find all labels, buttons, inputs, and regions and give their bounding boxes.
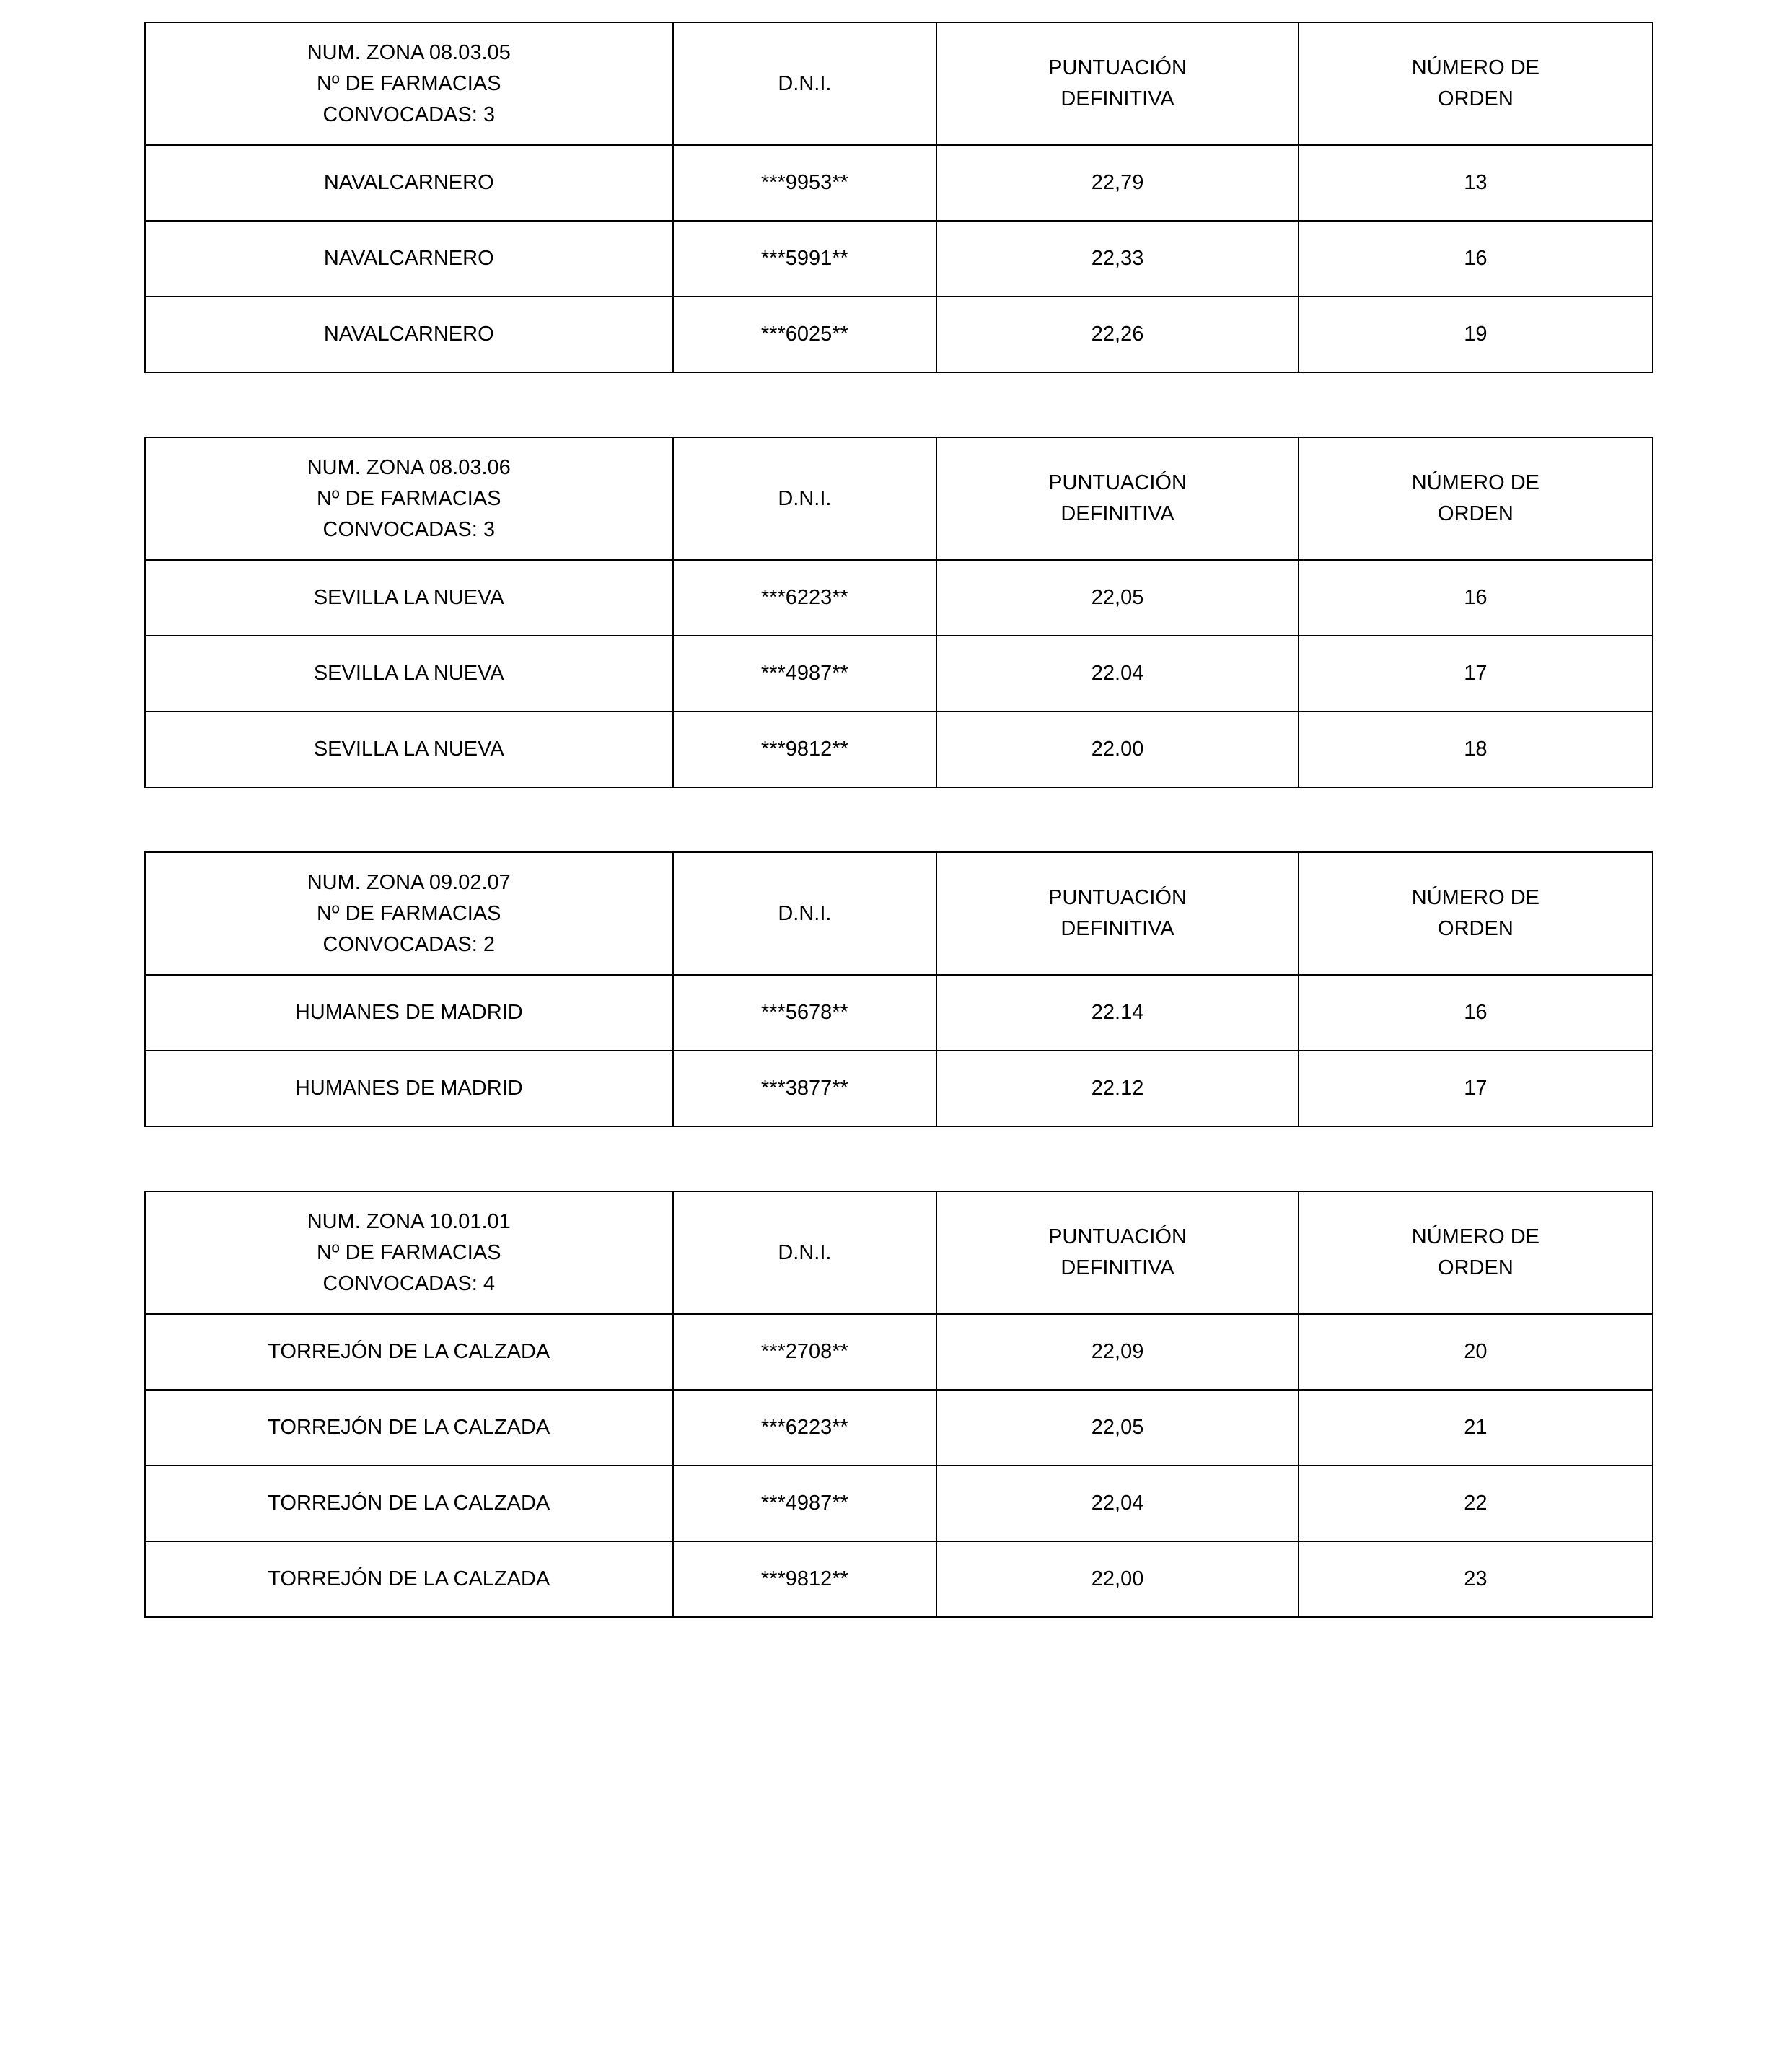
table-row: [145, 975, 1653, 1051]
score-header-cell: [936, 437, 1299, 560]
table-row: [145, 297, 1653, 372]
score-header-line1: PUNTUACIÓN: [1048, 886, 1187, 909]
order-cell: 20: [1299, 1314, 1653, 1390]
table-row: [145, 560, 1653, 636]
order-cell: 23: [1299, 1541, 1653, 1617]
table-row: [145, 1390, 1653, 1466]
score-cell: 22,26: [936, 297, 1299, 372]
zone-table-09-02-07: [144, 851, 1653, 1127]
municipality-cell: SEVILLA LA NUEVA: [145, 711, 673, 787]
score-cell: 22,33: [936, 221, 1299, 297]
municipality-cell: NAVALCARNERO: [145, 221, 673, 297]
zone-header-cell: [145, 852, 673, 975]
score-cell: 22,79: [936, 145, 1299, 221]
score-header-line2: DEFINITIVA: [1060, 87, 1174, 110]
municipality-cell: SEVILLA LA NUEVA: [145, 636, 673, 711]
municipality-cell: HUMANES DE MADRID: [145, 975, 673, 1051]
score-cell: 22,09: [936, 1314, 1299, 1390]
score-cell: 22,05: [936, 560, 1299, 636]
score-cell: 22.04: [936, 636, 1299, 711]
order-header-line2: ORDEN: [1438, 1256, 1514, 1279]
zone-number-line: NUM. ZONA 08.03.06: [307, 455, 511, 479]
score-cell: 22.12: [936, 1051, 1299, 1126]
score-header-line1: PUNTUACIÓN: [1048, 56, 1187, 79]
zone-number-line: NUM. ZONA 08.03.05: [307, 40, 511, 64]
score-cell: 22.14: [936, 975, 1299, 1051]
zone-table-10-01-01: [144, 1191, 1653, 1618]
order-cell: 13: [1299, 145, 1653, 221]
pharmacies-label-line: Nº DE FARMACIAS: [316, 901, 501, 925]
dni-header-cell: D.N.I.: [673, 437, 937, 560]
table-row: [145, 145, 1653, 221]
dni-cell: ***3877**: [673, 1051, 937, 1126]
score-cell: 22,00: [936, 1541, 1299, 1617]
municipality-cell: NAVALCARNERO: [145, 145, 673, 221]
municipality-cell: SEVILLA LA NUEVA: [145, 560, 673, 636]
pharmacies-label-line: Nº DE FARMACIAS: [316, 71, 501, 95]
table-row: [145, 1466, 1653, 1541]
dni-cell: ***5678**: [673, 975, 937, 1051]
score-header-line1: PUNTUACIÓN: [1048, 471, 1187, 494]
order-header-cell: [1299, 437, 1653, 560]
order-header-cell: [1299, 22, 1653, 145]
zone-number-line: NUM. ZONA 09.02.07: [307, 870, 511, 894]
table-row: [145, 636, 1653, 711]
dni-header-cell: D.N.I.: [673, 1191, 937, 1314]
order-cell: 18: [1299, 711, 1653, 787]
table-row: [145, 1541, 1653, 1617]
zone-table-08-03-06: [144, 437, 1653, 788]
order-header-line2: ORDEN: [1438, 917, 1514, 940]
table-row: [145, 1051, 1653, 1126]
dni-cell: ***9812**: [673, 711, 937, 787]
pharmacies-label-line: Nº DE FARMACIAS: [316, 1240, 501, 1264]
table-row: [145, 1314, 1653, 1390]
table-header-row: [145, 22, 1653, 145]
order-cell: 19: [1299, 297, 1653, 372]
zone-number-line: NUM. ZONA 10.01.01: [307, 1209, 511, 1233]
table-row: [145, 711, 1653, 787]
score-header-cell: [936, 852, 1299, 975]
municipality-cell: TORREJÓN DE LA CALZADA: [145, 1466, 673, 1541]
score-header-line2: DEFINITIVA: [1060, 917, 1174, 940]
dni-cell: ***2708**: [673, 1314, 937, 1390]
dni-header-cell: D.N.I.: [673, 852, 937, 975]
convoked-count-line: CONVOCADAS: 3: [322, 102, 495, 126]
score-header-cell: [936, 22, 1299, 145]
score-header-line1: PUNTUACIÓN: [1048, 1225, 1187, 1248]
order-header-line1: NÚMERO DE: [1411, 886, 1540, 909]
order-header-line2: ORDEN: [1438, 87, 1514, 110]
municipality-cell: HUMANES DE MADRID: [145, 1051, 673, 1126]
order-header-line1: NÚMERO DE: [1411, 56, 1540, 79]
municipality-cell: TORREJÓN DE LA CALZADA: [145, 1390, 673, 1466]
score-cell: 22,04: [936, 1466, 1299, 1541]
dni-cell: ***5991**: [673, 221, 937, 297]
convoked-count-line: CONVOCADAS: 3: [322, 517, 495, 541]
municipality-cell: TORREJÓN DE LA CALZADA: [145, 1314, 673, 1390]
order-header-cell: [1299, 852, 1653, 975]
dni-cell: ***9953**: [673, 145, 937, 221]
score-header-cell: [936, 1191, 1299, 1314]
dni-cell: ***6223**: [673, 560, 937, 636]
dni-cell: ***4987**: [673, 1466, 937, 1541]
zone-header-cell: [145, 22, 673, 145]
order-cell: 17: [1299, 636, 1653, 711]
table-row: [145, 221, 1653, 297]
convoked-count-line: CONVOCADAS: 4: [322, 1271, 495, 1295]
order-header-line2: ORDEN: [1438, 502, 1514, 525]
score-cell: 22.00: [936, 711, 1299, 787]
dni-cell: ***6223**: [673, 1390, 937, 1466]
table-header-row: [145, 1191, 1653, 1314]
order-cell: 17: [1299, 1051, 1653, 1126]
order-header-line1: NÚMERO DE: [1411, 1225, 1540, 1248]
order-cell: 22: [1299, 1466, 1653, 1541]
dni-cell: ***4987**: [673, 636, 937, 711]
order-cell: 16: [1299, 221, 1653, 297]
convoked-count-line: CONVOCADAS: 2: [322, 932, 495, 956]
dni-cell: ***9812**: [673, 1541, 937, 1617]
table-header-row: [145, 437, 1653, 560]
order-header-cell: [1299, 1191, 1653, 1314]
municipality-cell: TORREJÓN DE LA CALZADA: [145, 1541, 673, 1617]
pharmacies-label-line: Nº DE FARMACIAS: [316, 486, 501, 510]
table-header-row: [145, 852, 1653, 975]
order-header-line1: NÚMERO DE: [1411, 471, 1540, 494]
dni-header-cell: D.N.I.: [673, 22, 937, 145]
dni-cell: ***6025**: [673, 297, 937, 372]
order-cell: 16: [1299, 560, 1653, 636]
score-header-line2: DEFINITIVA: [1060, 502, 1174, 525]
zone-table-08-03-05: [144, 22, 1653, 373]
zone-header-cell: [145, 437, 673, 560]
zone-header-cell: [145, 1191, 673, 1314]
order-cell: 21: [1299, 1390, 1653, 1466]
score-cell: 22,05: [936, 1390, 1299, 1466]
order-cell: 16: [1299, 975, 1653, 1051]
municipality-cell: NAVALCARNERO: [145, 297, 673, 372]
score-header-line2: DEFINITIVA: [1060, 1256, 1174, 1279]
